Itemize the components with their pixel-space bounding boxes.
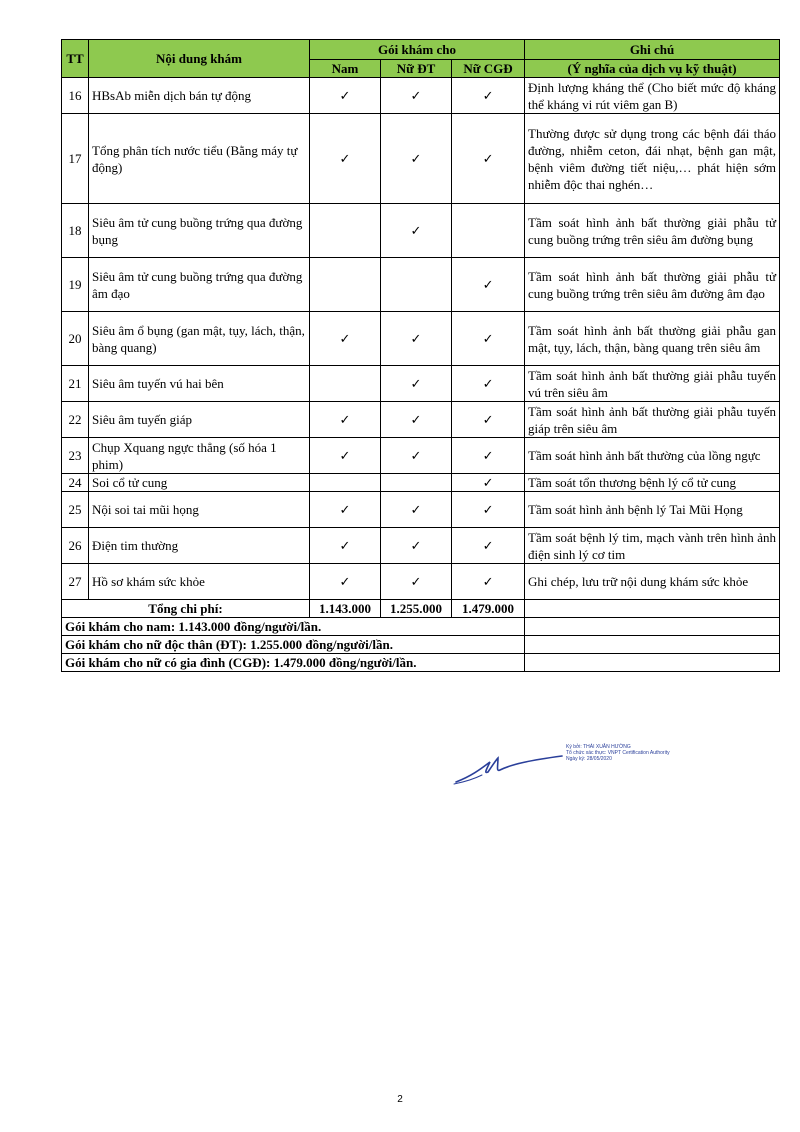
table-row bbox=[62, 438, 780, 474]
check-icon: ✓ bbox=[482, 475, 494, 490]
summary-nam: Gói khám cho nam: 1.143.000 đồng/người/lần. bbox=[62, 618, 525, 636]
row-number: 16 bbox=[62, 78, 89, 114]
table-row bbox=[62, 402, 780, 438]
table-row bbox=[62, 366, 780, 402]
check-icon: ✓ bbox=[482, 376, 494, 391]
row-number: 20 bbox=[62, 312, 89, 366]
row-content: HBsAb miễn dịch bán tự động bbox=[89, 78, 310, 114]
row-note: Tầm soát hình ảnh bất thường giải phẫu tử cung buồng trứng trên siêu âm đường âm đạo bbox=[525, 258, 780, 312]
check-icon: ✓ bbox=[410, 223, 422, 238]
row-note: Tầm soát bệnh lý tim, mạch vành trên hình ảnh điện sinh lý cơ tim bbox=[525, 528, 780, 564]
header-content: Nội dung khám bbox=[89, 40, 310, 78]
summary-note-empty bbox=[525, 618, 780, 636]
row-content: Tổng phân tích nước tiểu (Bằng máy tự động) bbox=[89, 114, 310, 204]
check-cell-nudt bbox=[381, 312, 452, 366]
row-content: Siêu âm tử cung buồng trứng qua đường âm đạo bbox=[89, 258, 310, 312]
check-icon: ✓ bbox=[410, 538, 422, 553]
check-cell-nudt bbox=[381, 78, 452, 114]
check-cell-nudt bbox=[381, 564, 452, 600]
row-note: Tầm soát hình ảnh bất thường giải phẫu gan mật, tụy, lách, thận, bàng quang trên siêu âm bbox=[525, 312, 780, 366]
total-label: Tổng chi phí: bbox=[62, 600, 310, 618]
summary-row bbox=[62, 618, 780, 636]
row-number: 23 bbox=[62, 438, 89, 474]
check-icon: ✓ bbox=[482, 88, 494, 103]
check-cell-nucgd bbox=[452, 564, 525, 600]
row-content: Nội soi tai mũi họng bbox=[89, 492, 310, 528]
check-cell-nucgd bbox=[452, 312, 525, 366]
table-row bbox=[62, 204, 780, 258]
page-number: 2 bbox=[397, 1094, 403, 1105]
check-cell-nam bbox=[310, 114, 381, 204]
check-cell-nucgd bbox=[452, 114, 525, 204]
check-icon: ✓ bbox=[339, 88, 351, 103]
check-cell-nam bbox=[310, 402, 381, 438]
check-icon: ✓ bbox=[410, 502, 422, 517]
row-note: Tầm soát hình ảnh bất thường của lồng ngực bbox=[525, 438, 780, 474]
check-icon: ✓ bbox=[410, 331, 422, 346]
summary-nucgd: Gói khám cho nữ có gia đình (CGĐ): 1.479.000 đồng/người/lần. bbox=[62, 654, 525, 672]
check-icon: ✓ bbox=[410, 88, 422, 103]
total-row bbox=[62, 600, 780, 618]
check-icon: ✓ bbox=[339, 331, 351, 346]
total-nucgd: 1.479.000 bbox=[452, 600, 525, 618]
header-notes-sub: (Ý nghĩa của dịch vụ kỹ thuật) bbox=[525, 60, 780, 78]
summary-nudt: Gói khám cho nữ độc thân (ĐT): 1.255.000 đồng/người/lần. bbox=[62, 636, 525, 654]
check-cell-nam bbox=[310, 528, 381, 564]
signature-date: Ngày ký: 28/05/2020 bbox=[566, 756, 612, 762]
summary-row bbox=[62, 654, 780, 672]
check-icon: ✓ bbox=[410, 412, 422, 427]
header-col-nam: Nam bbox=[310, 60, 381, 78]
row-content: Điện tim thường bbox=[89, 528, 310, 564]
check-icon: ✓ bbox=[482, 277, 494, 292]
row-content: Siêu âm tử cung buồng trứng qua đường bụng bbox=[89, 204, 310, 258]
check-icon: ✓ bbox=[339, 574, 351, 589]
header-tt: TT bbox=[62, 40, 89, 78]
total-nam: 1.143.000 bbox=[310, 600, 381, 618]
row-note: Tầm soát hình ảnh bệnh lý Tai Mũi Họng bbox=[525, 492, 780, 528]
summary-note-empty bbox=[525, 636, 780, 654]
check-cell-nucgd bbox=[452, 438, 525, 474]
check-cell-nudt bbox=[381, 402, 452, 438]
check-cell-nucgd bbox=[452, 402, 525, 438]
check-icon: ✓ bbox=[339, 502, 351, 517]
check-cell-nudt bbox=[381, 474, 452, 492]
check-cell-nam bbox=[310, 474, 381, 492]
check-icon: ✓ bbox=[482, 448, 494, 463]
check-cell-nucgd bbox=[452, 528, 525, 564]
row-note: Tầm soát hình ảnh bất thường giải phẫu tuyến giáp trên siêu âm bbox=[525, 402, 780, 438]
check-icon: ✓ bbox=[482, 574, 494, 589]
check-cell-nam bbox=[310, 258, 381, 312]
table-row bbox=[62, 114, 780, 204]
check-cell-nucgd bbox=[452, 204, 525, 258]
table-row bbox=[62, 492, 780, 528]
check-icon: ✓ bbox=[482, 538, 494, 553]
row-number: 26 bbox=[62, 528, 89, 564]
check-icon: ✓ bbox=[482, 502, 494, 517]
row-note: Định lượng kháng thể (Cho biết mức độ kháng thể kháng vi rút viêm gan B) bbox=[525, 78, 780, 114]
row-content: Siêu âm tuyến giáp bbox=[89, 402, 310, 438]
summary-row bbox=[62, 636, 780, 654]
check-cell-nucgd bbox=[452, 78, 525, 114]
check-cell-nudt bbox=[381, 492, 452, 528]
row-content: Hồ sơ khám sức khỏe bbox=[89, 564, 310, 600]
header-col-nudt: Nữ ĐT bbox=[381, 60, 452, 78]
row-note: Thường được sử dụng trong các bệnh đái tháo đường, nhiễm ceton, đái nhạt, bệnh gan mật, bệnh viêm đường tiết niệu,… phát hiện sớm nhiễm độc thai nghén… bbox=[525, 114, 780, 204]
row-note: Tầm soát tổn thương bệnh lý cổ tử cung bbox=[525, 474, 780, 492]
row-number: 22 bbox=[62, 402, 89, 438]
check-icon: ✓ bbox=[339, 538, 351, 553]
check-cell-nucgd bbox=[452, 258, 525, 312]
check-icon: ✓ bbox=[482, 151, 494, 166]
check-cell-nam bbox=[310, 366, 381, 402]
row-number: 18 bbox=[62, 204, 89, 258]
check-icon: ✓ bbox=[339, 412, 351, 427]
check-cell-nam bbox=[310, 564, 381, 600]
row-content: Soi cổ tử cung bbox=[89, 474, 310, 492]
check-cell-nam bbox=[310, 312, 381, 366]
row-content: Siêu âm tuyến vú hai bên bbox=[89, 366, 310, 402]
check-cell-nudt bbox=[381, 528, 452, 564]
table-row bbox=[62, 564, 780, 600]
table-row bbox=[62, 78, 780, 114]
row-number: 27 bbox=[62, 564, 89, 600]
total-note-empty bbox=[525, 600, 780, 618]
check-cell-nucgd bbox=[452, 492, 525, 528]
check-icon: ✓ bbox=[410, 448, 422, 463]
check-icon: ✓ bbox=[410, 574, 422, 589]
row-content: Siêu âm ổ bụng (gan mật, tụy, lách, thận, bàng quang) bbox=[89, 312, 310, 366]
table-row bbox=[62, 312, 780, 366]
signature-org: Tổ chức xác thực: VNPT Certification Authority bbox=[566, 750, 670, 756]
digital-signature-info bbox=[566, 744, 670, 762]
row-number: 19 bbox=[62, 258, 89, 312]
row-note: Tầm soát hình ảnh bất thường giải phẫu tử cung buồng trứng trên siêu âm đường bụng bbox=[525, 204, 780, 258]
check-cell-nudt bbox=[381, 114, 452, 204]
check-icon: ✓ bbox=[410, 151, 422, 166]
check-cell-nudt bbox=[381, 438, 452, 474]
row-note: Ghi chép, lưu trữ nội dung khám sức khỏe bbox=[525, 564, 780, 600]
row-number: 17 bbox=[62, 114, 89, 204]
check-icon: ✓ bbox=[482, 331, 494, 346]
check-cell-nam bbox=[310, 438, 381, 474]
table-row bbox=[62, 474, 780, 492]
row-number: 21 bbox=[62, 366, 89, 402]
header-notes-title: Ghi chú bbox=[525, 40, 780, 60]
check-cell-nam bbox=[310, 204, 381, 258]
header-col-nucgd: Nữ CGĐ bbox=[452, 60, 525, 78]
row-note: Tầm soát hình ảnh bất thường giải phẫu tuyến vú trên siêu âm bbox=[525, 366, 780, 402]
check-cell-nucgd bbox=[452, 474, 525, 492]
row-number: 24 bbox=[62, 474, 89, 492]
row-content: Chụp Xquang ngực thẳng (số hóa 1 phim) bbox=[89, 438, 310, 474]
check-cell-nam bbox=[310, 78, 381, 114]
table-row bbox=[62, 528, 780, 564]
check-icon: ✓ bbox=[339, 151, 351, 166]
exam-package-table bbox=[61, 39, 780, 672]
table-row bbox=[62, 258, 780, 312]
summary-note-empty bbox=[525, 654, 780, 672]
check-icon: ✓ bbox=[339, 448, 351, 463]
row-number: 25 bbox=[62, 492, 89, 528]
table-body bbox=[62, 78, 780, 672]
check-cell-nam bbox=[310, 492, 381, 528]
check-cell-nucgd bbox=[452, 366, 525, 402]
header-packages: Gói khám cho bbox=[310, 40, 525, 60]
check-cell-nudt bbox=[381, 258, 452, 312]
total-nudt: 1.255.000 bbox=[381, 600, 452, 618]
check-cell-nudt bbox=[381, 366, 452, 402]
check-icon: ✓ bbox=[410, 376, 422, 391]
check-cell-nudt bbox=[381, 204, 452, 258]
check-icon: ✓ bbox=[482, 412, 494, 427]
signature-signed-by: Ký bởi: THÁI XUÂN HƯỜNG bbox=[566, 744, 631, 750]
